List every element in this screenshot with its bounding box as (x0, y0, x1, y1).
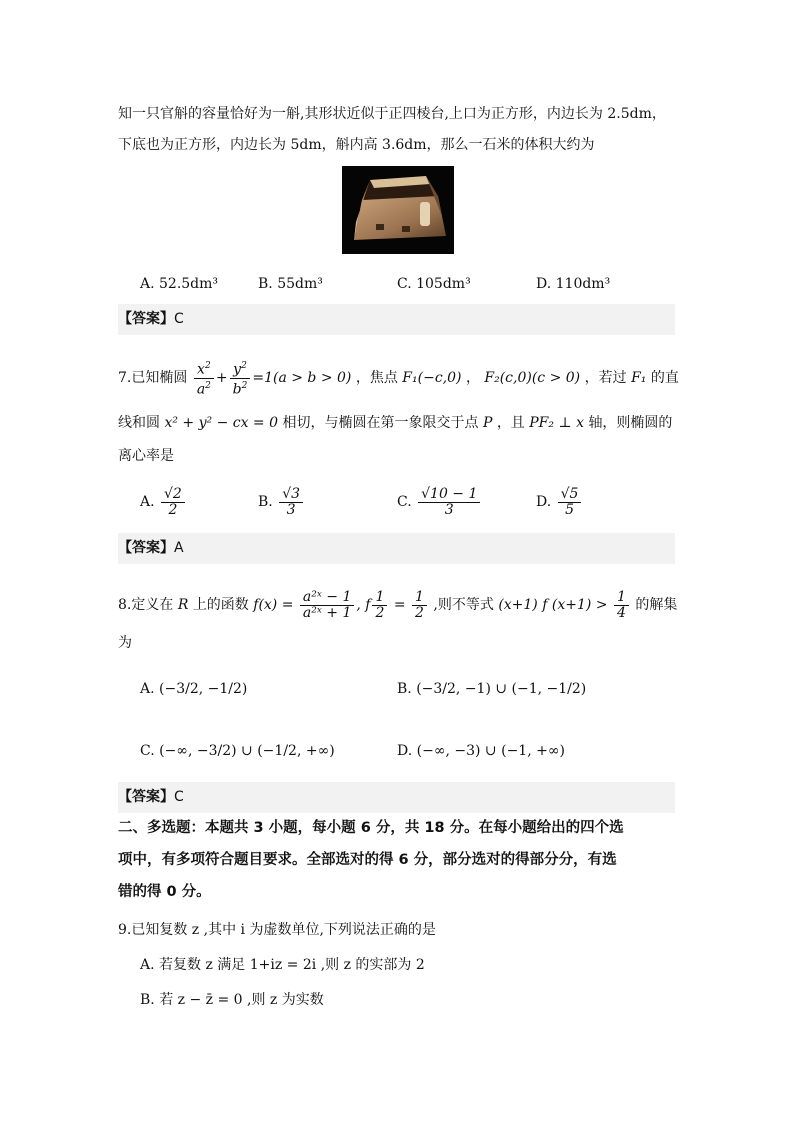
grain-measure-image (342, 166, 454, 254)
q7-tail1: 的直 (650, 370, 679, 386)
q7-stem-line3: 离心率是 (118, 448, 174, 464)
answer-value: A (174, 540, 184, 556)
q7-option-d[interactable] (536, 482, 583, 522)
q7-stem-line2 (118, 413, 672, 433)
q8-answer-bar (118, 782, 675, 813)
section2-heading-line2: 项中，有多项符合题目要求。全部选对的得 6 分，部分选对的得部分分，有选 (118, 852, 617, 868)
q7-line2-b: 相切，与椭圆在第一象限交于点 (282, 415, 479, 431)
q7-circle: x² + y² − cx = 0 (164, 415, 279, 431)
q7-sep: ， (465, 370, 480, 386)
q7-answer-bar (118, 533, 675, 564)
q8-prefix: 8.定义在 (118, 597, 174, 613)
q8-ineq-text: ,则不等式 (433, 597, 494, 613)
q8-mid: 上的函数 (192, 597, 249, 613)
option-label: D. (536, 494, 552, 510)
q8-func-mid: , f (356, 597, 371, 613)
q7-line2-d: 轴，则椭圆的 (588, 415, 673, 431)
q8-func-lhs: f(x) = (253, 597, 294, 613)
q8-quarter: $\frac{1}{4}$ (614, 590, 629, 621)
q6-answer-bar (118, 304, 675, 335)
q8-eq: = (393, 597, 406, 613)
answer-label: 【答案】 (118, 540, 174, 556)
answer-label: 【答案】 (118, 789, 174, 805)
q8-option-a[interactable]: A. (−3/2, −1/2) (140, 681, 248, 697)
q7-perp: PF₂ ⊥ x (529, 415, 584, 431)
q8-half-value: $\frac{1}{2}$ (412, 590, 427, 621)
option-fraction: $\frac{√5}{5}$ (558, 487, 582, 518)
q7-prefix: 7.已知椭圆 (118, 370, 188, 386)
q8-half: $\frac{1}{2}$ (372, 590, 387, 621)
q9-option-b[interactable]: B. 若 z − z̄ = 0 ,则 z 为实数 (140, 992, 324, 1008)
answer-value: C (174, 789, 184, 805)
q8-stem-line1 (118, 585, 677, 625)
q6-option-c[interactable]: C. 105dm³ (397, 276, 471, 292)
q7-focus-label: ，焦点 (355, 370, 398, 386)
q7-focus-f1: F₁(−c,0) (402, 370, 462, 386)
q7-option-b[interactable] (258, 482, 305, 522)
ellipse-y-term: $\frac{y^2}{b^2}$ (230, 359, 251, 397)
q8-option-d[interactable]: D. (−∞, −3) ∪ (−1, +∞) (397, 743, 565, 759)
option-label: B. (258, 494, 273, 510)
q8-func-fraction: $\frac{\text{a²ˣ − 1}}{\text{a²ˣ + 1}}$ (300, 590, 354, 621)
q6-stem-line2: 下底也为正方形，内边长为 5dm，斛内高 3.6dm，那么一石米的体积大约为 (118, 137, 595, 153)
q7-line2-c: ，且 (496, 415, 525, 431)
q8-ineq: (x+1) f (x+1) > (498, 597, 608, 613)
ellipse-x-term: $\frac{x^2}{a^2}$ (194, 359, 214, 397)
q8-tail: 的解集 (635, 597, 678, 613)
q8-stem-line2: 为 (118, 635, 132, 651)
option-fraction: $\frac{√3}{3}$ (279, 487, 303, 518)
ellipse-condition: =1(a > b > 0) (252, 370, 352, 386)
option-label: A. (140, 494, 155, 510)
answer-label: 【答案】 (118, 311, 174, 327)
q6-option-a[interactable]: A. 52.5dm³ (140, 276, 219, 292)
q7-f1-short: F₁ (631, 370, 647, 386)
section2-heading-line1: 二、多选题：本题共 3 小题，每小题 6 分，共 18 分。在每小题给出的四个选 (118, 820, 624, 836)
q7-point-p: P (482, 415, 493, 431)
q8-reals: R (177, 597, 189, 613)
q7-option-c[interactable] (397, 482, 482, 522)
q9-option-a[interactable]: A. 若复数 z 满足 1+iz = 2i ,则 z 的实部为 2 (140, 957, 425, 973)
q8-option-c[interactable]: C. (−∞, −3/2) ∪ (−1/2, +∞) (140, 743, 335, 759)
answer-value: C (174, 311, 184, 327)
q7-stem-line1: 7.已知椭圆 $\frac{x^2}{a^2}$ + $\frac{y^2}{b^2}$ =1(a > b > 0) ，焦点 F₁(−c,0) ， F₂(c,0)(c > 0) ，若过 F₁ 的直 (118, 360, 679, 398)
q7-through: ，若过 (584, 370, 627, 386)
q9-stem: 9.已知复数 z ,其中 i 为虚数单位,下列说法正确的是 (118, 922, 436, 938)
option-label: C. (397, 494, 412, 510)
q6-option-b[interactable]: B. 55dm³ (258, 276, 323, 292)
q7-option-a[interactable] (140, 482, 187, 522)
q6-stem-line1: 知一只官斛的容量恰好为一斛,其形状近似于正四棱台,上口为正方形，内边长为 2.5dm， (118, 106, 666, 122)
q7-line2-a: 线和圆 (118, 415, 160, 431)
section2-heading-line3: 错的得 0 分。 (118, 884, 211, 900)
option-fraction: $\frac{√2}{2}$ (161, 487, 185, 518)
q8-option-b[interactable]: B. (−3/2, −1) ∪ (−1, −1/2) (397, 681, 587, 697)
q7-focus-f2: F₂(c,0)(c > 0) (484, 370, 581, 386)
option-fraction: $\frac{√10 - 1}{3}$ (418, 487, 480, 518)
q6-option-d[interactable]: D. 110dm³ (536, 276, 611, 292)
